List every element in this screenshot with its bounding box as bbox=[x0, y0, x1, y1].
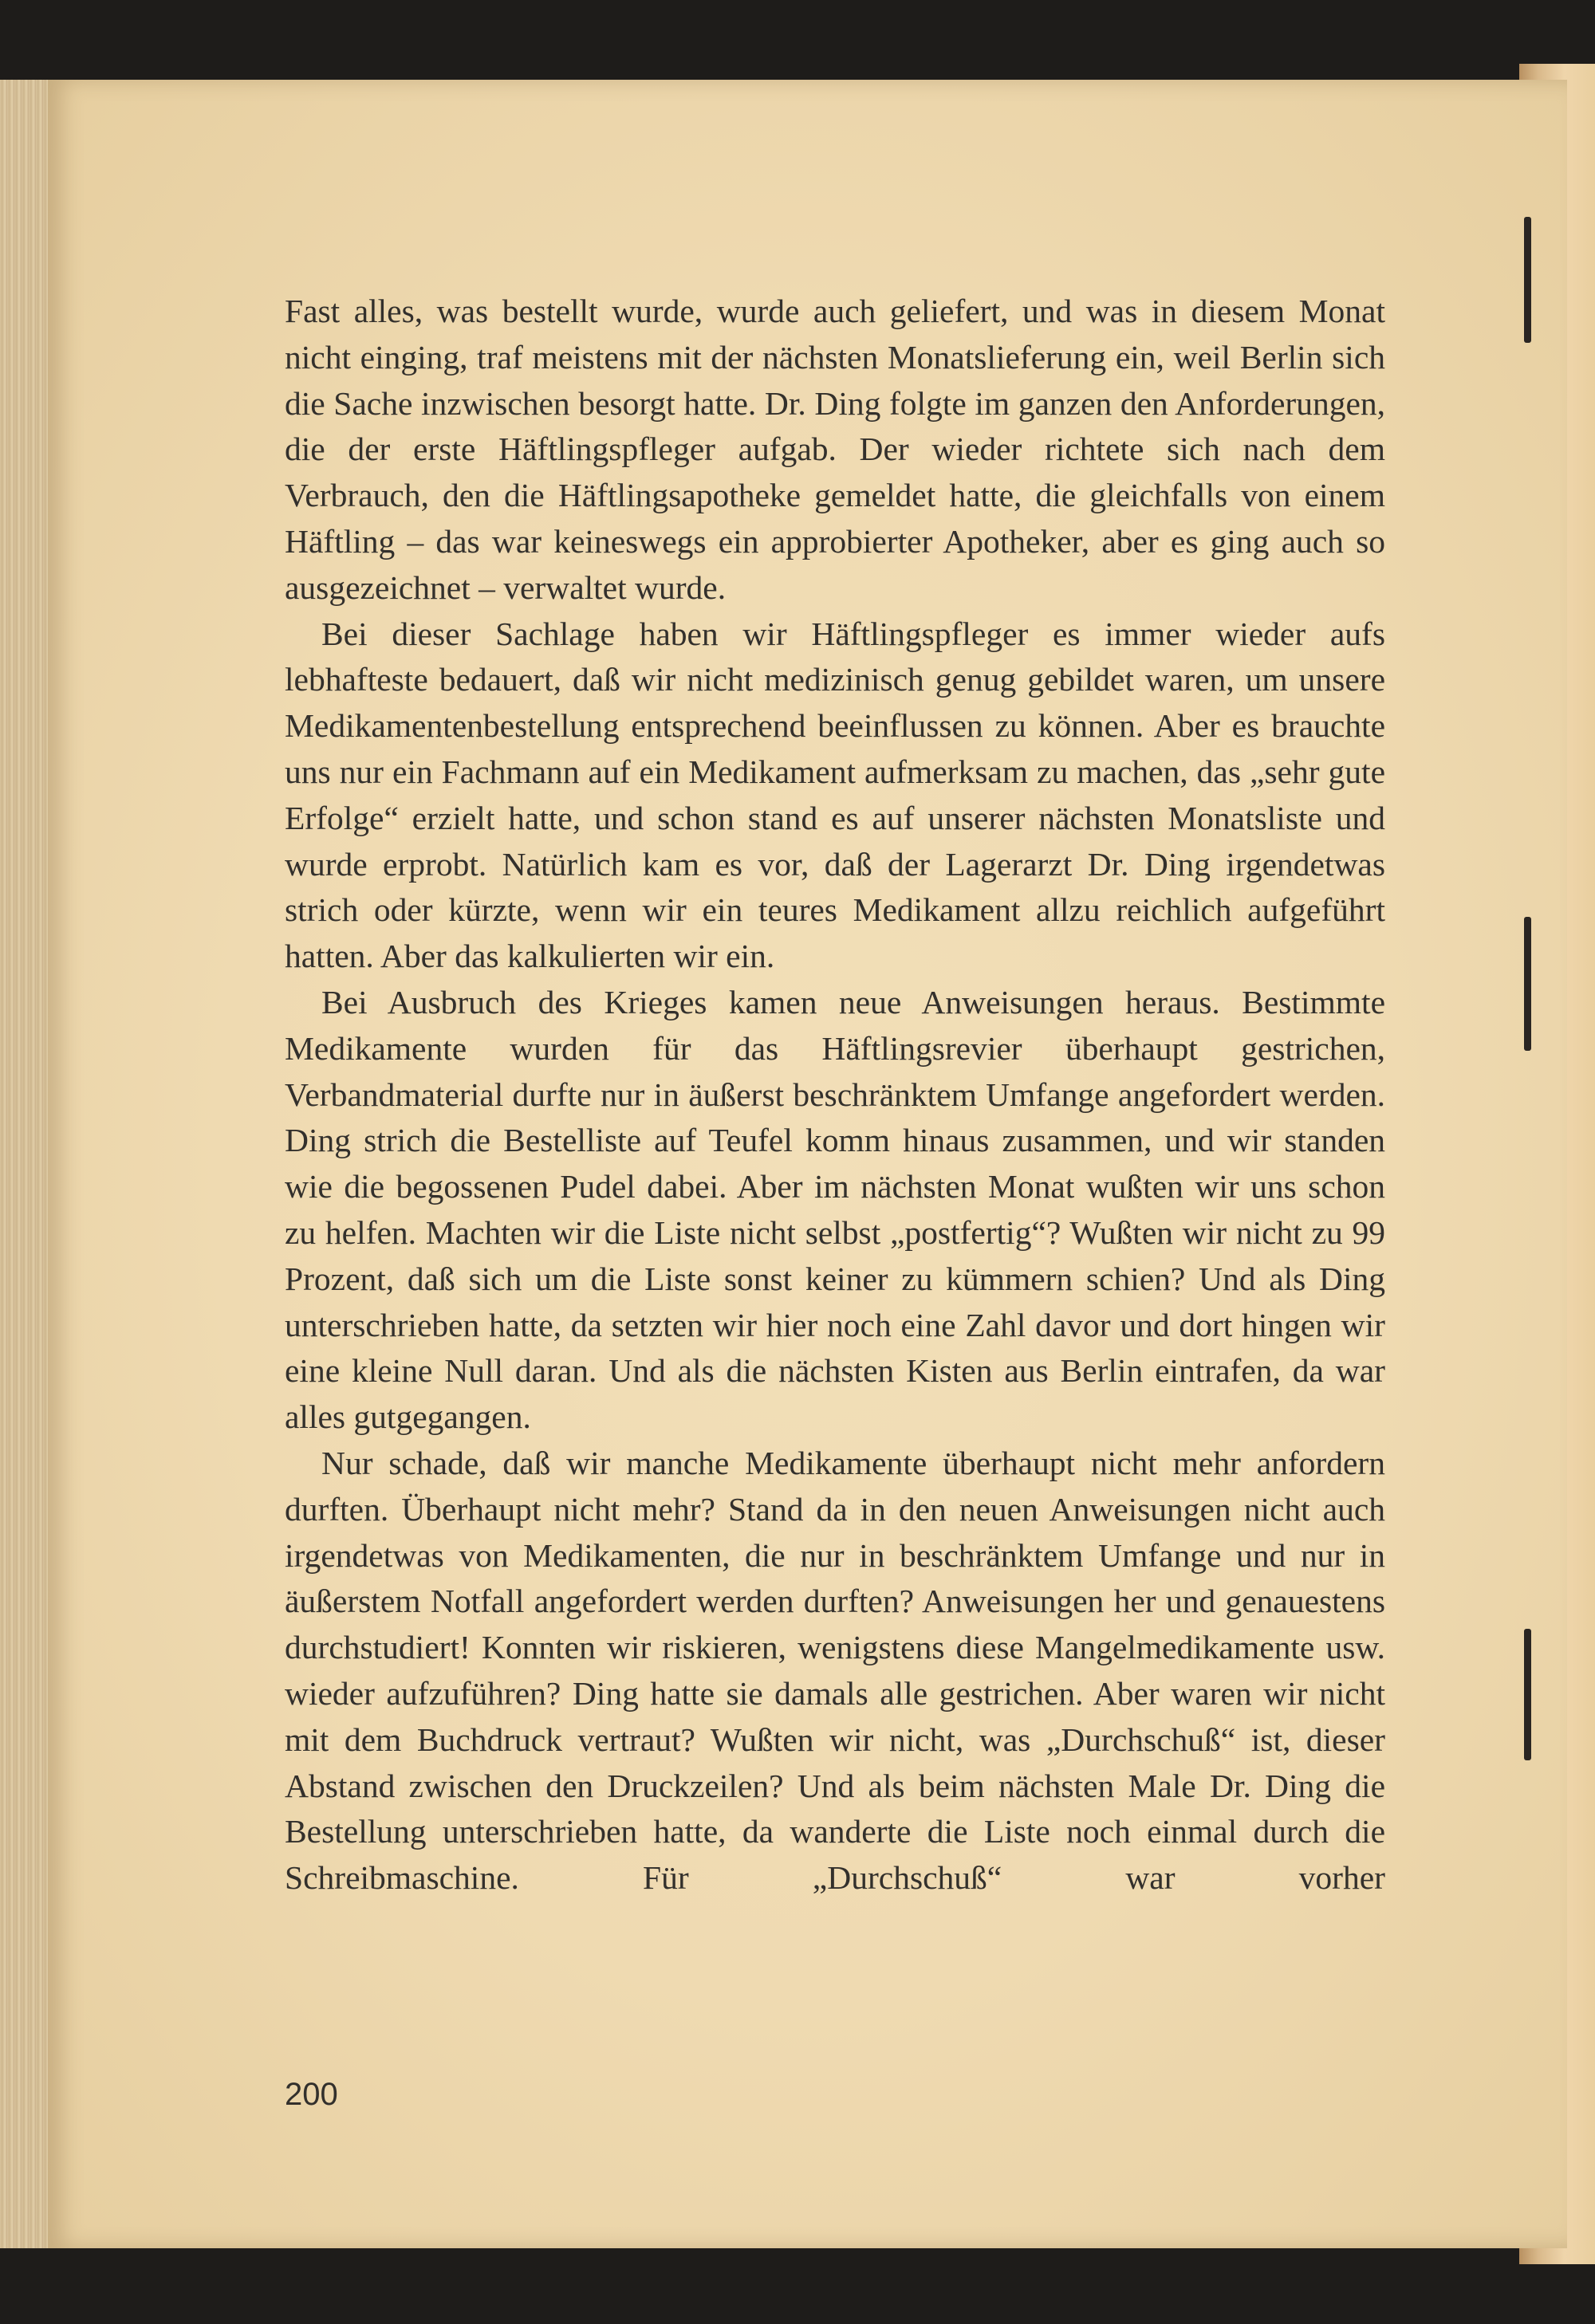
body-text bbox=[285, 289, 1385, 1901]
binding-mark bbox=[1524, 217, 1531, 343]
page-number: 200 bbox=[285, 2077, 338, 2112]
paragraph: Bei Ausbruch des Krieges kamen neue Anweisungen heraus. Bestimmte Medikamente wurden für das Häftlingsrevier überhaupt gestrichen, Verbandmaterial durfte nur in äußerst beschränktem Umfange angefordert werden. Ding strich die Bestelliste auf Teufel komm hinaus zusammen, und wir standen wie die begossenen Pudel dabei. Aber im nächsten Monat wußten wir uns schon zu helfen. Machten wir die Liste nicht selbst „postfertig“? Wußten wir nicht zu 99 Prozent, daß sich um die Liste sonst keiner zu kümmern schien? Und als Ding unterschrieben hatte, da setzten wir hier noch eine Zahl davor und dort hingen wir eine kleine Null daran. Und als die nächsten Kisten aus Berlin eintrafen, da war alles gutgegangen. bbox=[285, 983, 1385, 1436]
binding-mark bbox=[1524, 917, 1531, 1051]
paragraph: Nur schade, daß wir manche Medikamente überhaupt nicht mehr anfordern durften. Überhaupt nicht mehr? Stand da in den neuen Anweisungen nicht auch irgendetwas von Medikamenten, die nur in beschränktem Umfange und nur in äußerstem Notfall angefordert werden durften? Anweisungen her und genauestens durchstudiert! Konnten wir riskieren, wenigstens diese Mangelmedikamente usw. wieder aufzuführen? Ding hatte sie damals alle gestrichen. Aber waren wir nicht mit dem Buchdruck vertraut? Wußten wir nicht, was „Durchschuß“ ist, dieser Abstand zwischen den Druckzeilen? Und als beim nächsten Male Dr. Ding die Bestellung unterschrieben hatte, da wanderte die Liste noch einmal durch die Schreibmaschine. Für „Durchschuß“ war vorher bbox=[285, 1444, 1385, 1897]
paragraph: Bei dieser Sachlage haben wir Häftlingspfleger es immer wieder aufs lebhafteste bedauert, daß wir nicht medizinisch genug gebildet waren, um unsere Medikamentenbestellung entsprechend beeinflussen zu können. Aber es brauchte uns nur ein Fachmann auf ein Medikament aufmerksam zu machen, das „sehr gute Erfolge“ erzielt hatte, und schon stand es auf unserer nächsten Monatsliste und wurde erprobt. Natürlich kam es vor, daß der Lagerarzt Dr. Ding irgendetwas strich oder kürzte, wenn wir ein teures Medikament allzu reichlich aufgeführt hatten. Aber das kalkulierten wir ein. bbox=[285, 615, 1385, 975]
binding-mark bbox=[1524, 1629, 1531, 1760]
paragraph: Fast alles, was bestellt wurde, wurde auch geliefert, und was in diesem Monat nicht einging, traf meistens mit der nächsten Monatslieferung ein, weil Berlin sich die Sache inzwischen besorgt hatte. Dr. Ding folgte im ganzen den Anforderungen, die der erste Häftlingspfleger aufgab. Der wieder richtete sich nach dem Verbrauch, den die Häftlingsapotheke gemeldet hatte, die gleichfalls von einem Häftling – das war keineswegs ein approbierter Apotheker, aber es ging auch so ausgezeichnet – verwaltet wurde. bbox=[285, 293, 1385, 606]
